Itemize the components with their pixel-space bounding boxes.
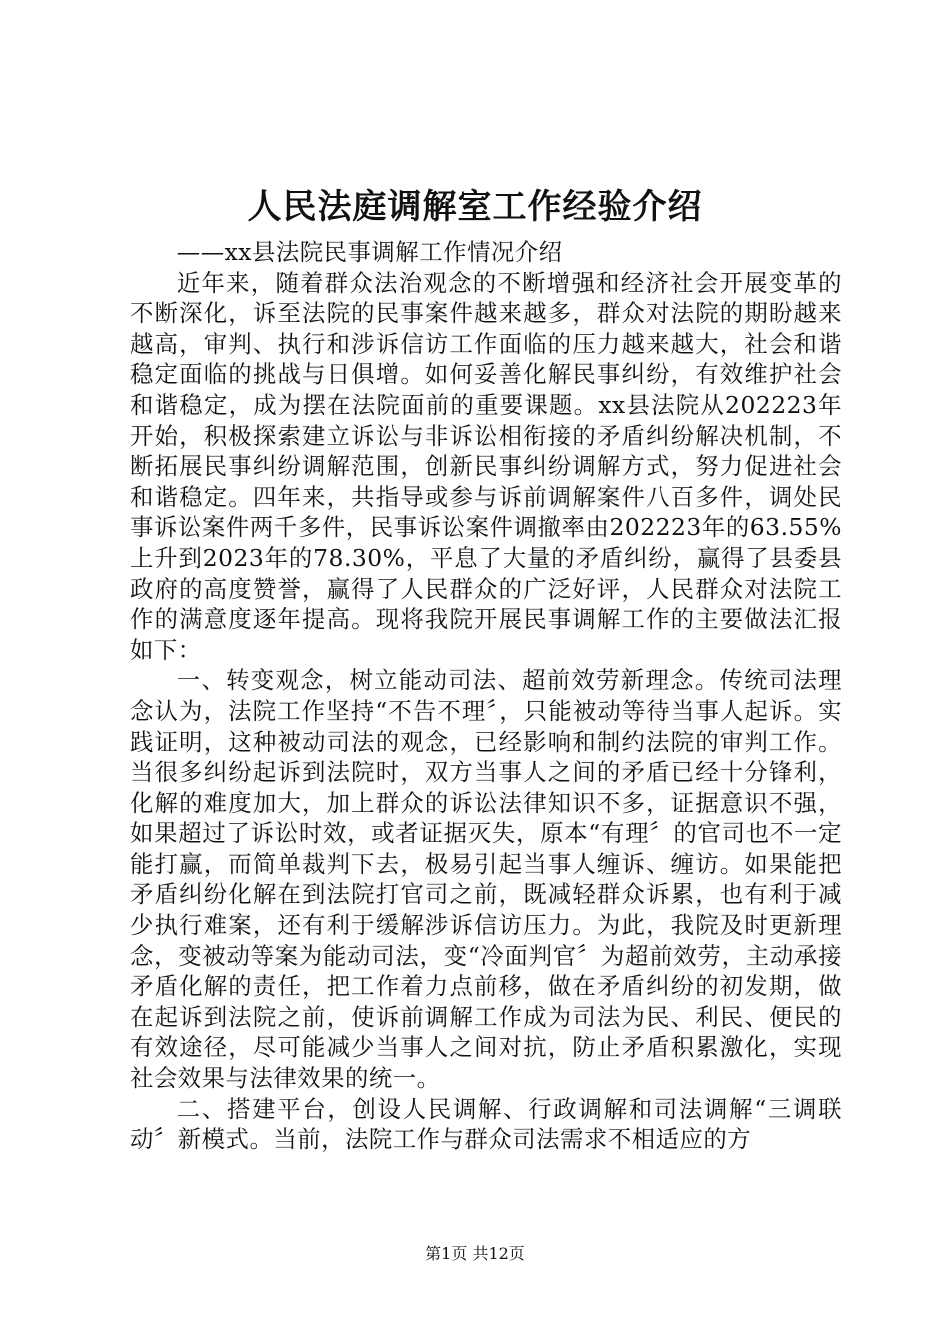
paragraph-section-1: 一、转变观念，树立能动司法、超前效劳新理念。传统司法理念认为，法院工作坚持“不告不理〞，只能被动等待当事人起诉。实践证明，这种被动司法的观念，已经影响和制约法院的审判工作。当很多纠纷起诉到法院时，双方当事人之间的矛盾已经十分锋利，化解的难度加大，加上群众的诉讼法律知识不多，证据意识不强，如果超过了诉讼时效，或者证据灭失，原本“有理〞的官司也不一定能打赢，而简单裁判下去，极易引起当事人缠诉、缠访。如果能把矛盾纠纷化解在到法院打官司之前，既减轻群众诉累，也有利于减少执行难案，还有利于缓解涉诉信访压力。为此，我院及时更新理念，变被动等案为能动司法，变“冷面判官〞为超前效劳，主动承接矛盾化解的责任，把工作着力点前移，做在矛盾纠纷的初发期，做在起诉到法院之前，使诉前调解工作成为司法为民、利民、便民的有效途径，尽可能减少当事人之间对抗，防止矛盾积累激化，实现社会效果与法律效果的统一。	[130, 666, 842, 1093]
paragraph-section-2: 二、搭建平台，创设人民调解、行政调解和司法调解“三调联动〞新模式。当前，法院工作与群众司法需求不相适应的方	[130, 1094, 842, 1154]
paragraph-intro: 近年来，随着群众法治观念的不断增强和经济社会开展变革的不断深化，诉至法院的民事案件越来越多，群众对法院的期盼越来越高，审判、执行和涉诉信访工作面临的压力越来越大，社会和谐稳定面临的挑战与日俱增。如何妥善化解民事纠纷，有效维护社会和谐稳定，成为摆在法院面前的重要课题。xx县法院从202223年开始，积极探索建立诉讼与非诉讼相衔接的矛盾纠纷解决机制，不断拓展民事纠纷调解范围，创新民事纠纷调解方式，努力促进社会和谐稳定。四年来，共指导或参与诉前调解案件八百多件，调处民事诉讼案件两千多件，民事诉讼案件调撤率由202223年的63.55%上升到2023年的78.30%，平息了大量的矛盾纠纷，赢得了县委县政府的高度赞誉，赢得了人民群众的广泛好评，人民群众对法院工作的满意度逐年提高。现将我院开展民事调解工作的主要做法汇报如下：	[130, 268, 842, 664]
subtitle: ——xx县法院民事调解工作情况介绍	[176, 238, 563, 266]
document-title: 人民法庭调解室工作经验介绍	[247, 187, 703, 227]
page-number-footer: 第1页 共12页	[425, 1244, 525, 1263]
document-body	[130, 237, 842, 1155]
